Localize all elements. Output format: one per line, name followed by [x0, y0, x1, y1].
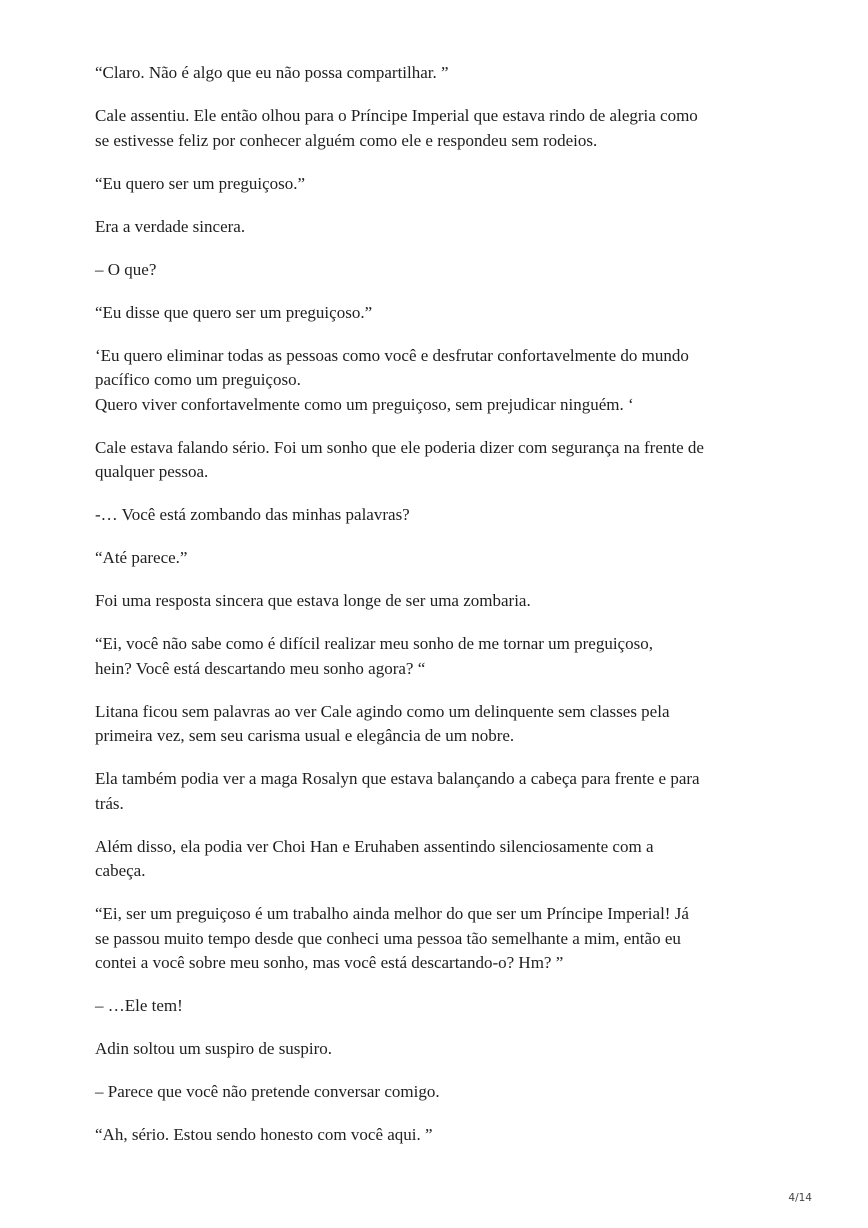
paragraph: Ela também podia ver a maga Rosalyn que estava balançando a cabeça para frente e para trás. — [95, 769, 700, 813]
paragraph: “Até parece.” — [95, 548, 188, 567]
paragraph: Foi uma resposta sincera que estava longe de ser uma zombaria. — [95, 591, 531, 610]
paragraph: Além disso, ela podia ver Choi Han e Eruhaben assentindo silenciosamente com a cabeça. — [95, 836, 654, 880]
document-body — [95, 61, 795, 1166]
paragraph: “Ah, sério. Estou sendo honesto com você aqui. ” — [95, 1125, 433, 1144]
paragraph: -… Você está zombando das minhas palavras? — [95, 505, 410, 524]
paragraph: “Eu quero ser um preguiçoso.” — [95, 173, 306, 193]
paragraph: Cale estava falando sério. Foi um sonho que ele poderia dizer com segurança na frente de qualquer pessoa. — [95, 437, 704, 481]
page-number: 4/14 — [788, 1192, 812, 1204]
paragraph: Cale assentiu. Ele então olhou para o Príncipe Imperial que estava rindo de alegria como se estivesse feliz por conhecer alguém como ele e respondeu sem rodeios. — [95, 106, 698, 150]
paragraph: Era a verdade sincera. — [95, 216, 246, 236]
paragraph: “Claro. Não é algo que eu não possa compartilhar. ” — [95, 63, 449, 82]
paragraph: “Eu disse que quero ser um preguiçoso.” — [95, 302, 373, 322]
paragraph: – …Ele tem! — [95, 996, 183, 1015]
paragraph: – Parece que você não pretende conversar comigo. — [95, 1082, 440, 1101]
paragraph: “Ei, ser um preguiçoso é um trabalho ainda melhor do que ser um Príncipe Imperial! Já se passou muito tempo desde que conheci uma pessoa tão semelhante a mim, então eu contei a você sobre meu sonho, mas você está descartando-o? Hm? ” — [95, 904, 689, 972]
paragraph: Adin soltou um suspiro de suspiro. — [95, 1039, 333, 1058]
paragraph: – O que? — [95, 259, 157, 279]
paragraph: ‘Eu quero eliminar todas as pessoas como você e desfrutar confortavelmente do mundo pacífico como um preguiçoso. Quero viver confortavelmente como um preguiçoso, sem prejudicar ninguém. ‘ — [95, 345, 689, 414]
paragraph: “Ei, você não sabe como é difícil realizar meu sonho de me tornar um preguiçoso, hein? Você está descartando meu sonho agora? “ — [95, 634, 653, 678]
paragraph: Litana ficou sem palavras ao ver Cale agindo como um delinquente sem classes pela primeira vez, sem seu carisma usual e elegância de um nobre. — [95, 701, 670, 745]
